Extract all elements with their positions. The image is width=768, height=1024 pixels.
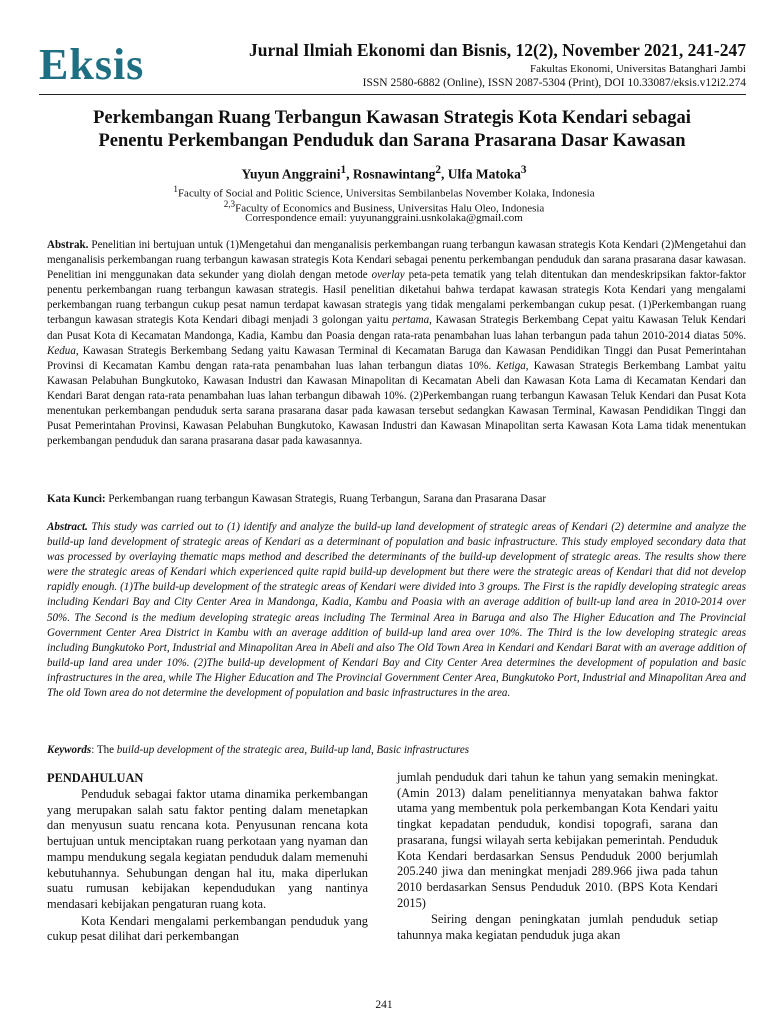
keywords <box>47 743 746 757</box>
abstract-label: Abstract. <box>47 521 88 533</box>
keywords-text: build-up development of the strategic area, Build-up land, Basic infrastructures <box>114 744 470 756</box>
abstrak-text: Penelitian ini bertujuan untuk (1)Mengetahui dan menganalisis perkembangan ruang terbangun kawasan strategis Kota Kendari (2)Mengetahui dan menganalisis perkembangan ruang terbangun kawasan strategis Kota Kendari sebagai penentu perkembangan penduduk dan sarana prasarana dasar kawasan. Penelitian ini menggunakan data sekunder yang diolah dengan metode <box>47 239 746 282</box>
abstrak-text: peta-peta tematik yang telah ditentukan dan mendeskripsikan faktor-faktor penentu perkembangan ruang terbangun kawasan strategis. Hasil penelitian diketahui bahwa terdapat kawasan strategis Kota Kendari yang mengalami perkembangan ruang terbangun cukup pesat namun terdapat kawasan strategis yang tidak mengalami perkembangan cukup pesat. (1)Perkembangan ruang terbangun kawasan strategis Kota Kendari dibagi menjadi 3 golongan yaitu <box>47 269 747 327</box>
abstrak-text: , Kawasan Strategis Berkembang Sedang yaitu Kawasan Terminal di Kecamatan Baruga dan Kawasan Pendidikan Tinggi dan Pusat Pemerintahan Provinsi di Kecamatan Kambu dengan rata-rata penambahan luas lahan terbangun diatas 10%. <box>47 344 746 372</box>
kata-kunci <box>47 492 746 506</box>
abstrak-text: , Kawasan Strategis Berkembang Lambat yaitu Kawasan Pelabuhan Bungkutoko, Kawasan Industri dan Kawasan Minapolitan di Kecamatan Abeli dan Kawasan Kota Lama di Kecamatan Kendari dan Kendari Barat dengan rata-rata penambahan luas lahan terbangun dibawah 10%. (2)Perkembangan ruang terbangun Kawasan Teluk Kendari dan Pusat Kota menentukan perkembangan penduduk serta sarana prasarana dasar pada kawasan tersebut sedangkan Kawasan Terminal, Kawasan Pendidikan Tinggi dan Pusat Pemerintahan Provinsi, Kawasan Pelabuhan Bungkutoko, Kawasan Industri dan Kawasan Minapolitan serta Kawasan Kota Lama tidak menentukan perkembangan penduduk dan sarana prasarana dasar pada kawasannya. <box>47 359 746 448</box>
abstrak-paragraph <box>47 238 746 449</box>
author-separator: , <box>346 166 353 182</box>
journal-logo: Eksis <box>39 40 145 89</box>
paper-title <box>30 107 754 153</box>
page-number: 241 <box>375 999 393 1011</box>
journal-title: Jurnal Ilmiah Ekonomi dan Bisnis, 12(2), November 2021, 241-247 <box>248 40 746 60</box>
kata-kunci-label: Kata Kunci: <box>47 493 106 505</box>
abstrak-italic: Kedua <box>47 344 76 357</box>
author-affil-mark: 2 <box>435 164 441 176</box>
journal-issn-doi: ISSN 2580-6882 (Online), ISSN 2087-5304 (Print), DOI 10.33087/eksis.v12i2.274 <box>362 77 746 89</box>
journal-faculty: Fakultas Ekonomi, Universitas Batanghari Jambi <box>530 63 746 75</box>
abstrak-italic: pertama <box>392 314 430 327</box>
section-heading: PENDAHULUAN <box>47 771 144 785</box>
kata-kunci-text: Perkembangan ruang terbangun Kawasan Strategis, Ruang Terbangun, Sarana dan Prasarana Dasar <box>105 493 547 505</box>
author-affil-mark: 1 <box>340 164 347 176</box>
abstrak-italic: overlay <box>371 269 405 282</box>
author-separator: , <box>440 166 448 182</box>
keywords-colon: : The <box>91 744 115 756</box>
abstract-text: This study was carried out to (1) identify and analyze the build-up land development of strategic areas of Kendari (2) determine and analyze the build-up land development of strategic areas of Kendari as a determinant of population and basic infrastructure. This study employed secondary data that was processed by overlaying thematic maps method and described the determinants of the build-up development of strategic areas. The results show there were the strategic areas of Kendari which experienced quite rapid build-up development but there were the strategic areas of Kendari that did not develop rapidly enough. (1)The build-up development of the strategic areas of Kendari were divided into 3 groups. The First is the rapidly developing strategic areas including Kendari Bay and City Center Area in Mandonga, Kadia, Kambu and Poasia with an average addition of built-up land area in 2010-2014 over 50%. The Second is the medium developing strategic areas including The Terminal Area in Baruga and also The Higher Education and The Provincial Government Center Area District in Kambu with an average addition of build-up land area over 10%. The Third is the low developing strategic areas including Bungkutoko Port, Industrial and Minapolitan Area in Abeli and also The Old Town Area in Kendari and Kendari Barat with an average addition of build-up land area under 10%. (2)The build-up development of Kendari Bay and City Center Area determines the development of population and basic infrastructures in the area, while The Higher Education and The Provincial Government Center Area, Bungkutoko Port, Industrial and Minapolitan Area and The old Town area do not determine the development of population and basic infrastructures in the area. <box>47 521 746 700</box>
body-paragraph: Penduduk sebagai faktor utama dinamika perkembangan yang merupakan salah satu faktor penting dalam menetapkan dan menyusun suatu rencana kota. Penyusunan rencana kota bertujuan untuk menciptakan ruang perkotaan yang nyaman dan mampu mendukung segala kegiatan penduduk dalam memenuhi kebutuhannya. Sehubungan dengan hal itu, maka diperlukan suatu rumusan kebijakan kependudukan yang nantinya mendasari kebijakan pengaturan ruang kota. <box>47 787 368 911</box>
abstrak-label: Abstrak. <box>47 239 89 251</box>
author-name: Ulfa Matoka <box>447 166 521 182</box>
author-affil-mark: 3 <box>520 164 527 176</box>
body-paragraph: jumlah penduduk dari tahun ke tahun yang semakin meningkat. (Amin 2013) dalam penelitiannya menyatakan bahwa faktor utama yang membentuk pola perkembangan Kota Kendari yaitu tingkat kepadatan penduduk, kondisi topografi, sarana dan prasarana, fungsi wilayah serta kebijakan pemerintah. Penduduk Kota Kendari berdasarkan Sensus Penduduk 2000 berjumlah 205.240 jiwa dan meningkat menjadi 289.966 jiwa pada tahun 2010 berdasarkan Sensus Penduduk 2010. (BPS Kota Kendari 2015) <box>397 770 718 910</box>
affiliation-text: Faculty of Economics and Business, Universitas Halu Oleo, Indonesia <box>235 202 545 215</box>
affiliation-mark: 2,3 <box>223 199 236 209</box>
affiliation-text: Faculty of Social and Politic Science, Universitas Sembilanbelas November Kolaka, Indonesia <box>177 187 595 200</box>
paper-title-line-2: Penentu Perkembangan Penduduk dan Sarana Prasarana Dasar Kawasan <box>98 131 686 151</box>
abstract-english <box>47 520 746 701</box>
body-paragraph: Kota Kendari mengalami perkembangan penduduk yang cukup pesat dilihat dari perkembangan <box>47 913 368 944</box>
author-name: Rosnawintang <box>352 166 436 182</box>
abstrak-italic: Ketiga <box>496 359 526 372</box>
header-divider <box>39 94 746 95</box>
body-paragraph: Seiring dengan peningkatan jumlah penduduk setiap tahunnya maka kegiatan penduduk juga akan <box>397 912 718 943</box>
body-column-left <box>47 770 368 946</box>
author-list <box>0 164 768 183</box>
body-column-right <box>397 770 718 945</box>
affiliation-mark: 1 <box>173 184 178 194</box>
author-name: Yuyun Anggraini <box>241 166 341 182</box>
keywords-label: Keywords <box>47 744 92 756</box>
correspondence-email: Correspondence email: yuyunanggraini.usnkolaka@gmail.com <box>245 212 523 224</box>
paper-title-line-1: Perkembangan Ruang Terbangun Kawasan Strategis Kota Kendari sebagai <box>93 108 691 128</box>
abstrak-text: , Kawasan Strategis Berkembang Cepat yaitu Kawasan Teluk Kendari dan Pusat Kota di Kecamatan Mandonga, Kadia, Kambu dan Poasia dengan rata-rata penambahan luas lahan terbangun pada tahun 2010-2014 diatas 50%. <box>47 314 747 342</box>
